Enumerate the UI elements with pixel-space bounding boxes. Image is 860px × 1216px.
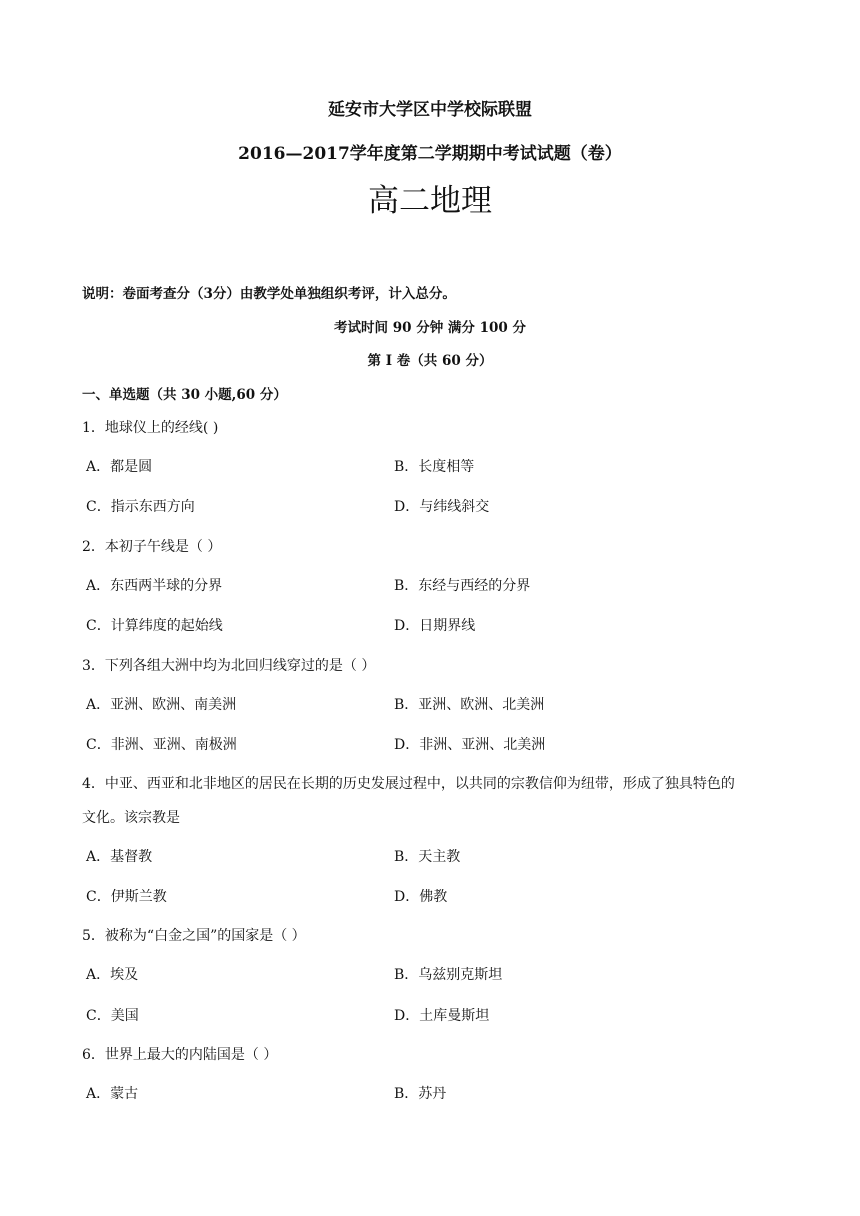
question-5-option-a: A．埃及 <box>86 967 139 983</box>
question-stem-1: 1．地球仪上的经线( ) <box>82 420 219 436</box>
question-1-option-b: B．长度相等 <box>394 459 475 475</box>
question-1-option-a: A．都是圆 <box>86 459 153 475</box>
question-6-option-a: A．蒙古 <box>86 1086 139 1102</box>
question-5-option-c: C．美国 <box>86 1008 139 1024</box>
subject-title: 高二地理 <box>368 183 492 219</box>
question-stem-4: 4．中亚、西亚和北非地区的居民在长期的历史发展过程中，以共同的宗教信仰为纽带，形成了独具特色的 <box>82 776 735 792</box>
exam-note: 说明：卷面考查分（3分）由教学处单独组织考评，计入总分。 <box>82 286 456 302</box>
question-4-option-c: C．伊斯兰教 <box>86 889 167 905</box>
school-alliance-title: 延安市大学区中学校际联盟 <box>328 100 532 120</box>
question-stem-2: 2．本初子午线是（ ） <box>82 539 222 555</box>
question-3-option-d: D．非洲、亚洲、北美洲 <box>394 737 546 753</box>
part-title: 第 I 卷（共 60 分） <box>367 353 493 369</box>
question-4-option-d: D．佛教 <box>394 889 448 905</box>
question-4-option-a: A．基督教 <box>86 849 153 865</box>
question-stem-3: 3．下列各组大洲中均为北回归线穿过的是（ ） <box>82 658 376 674</box>
question-stem-5: 5．被称为“白金之国”的国家是（ ） <box>82 928 306 944</box>
question-3-option-b: B．亚洲、欧洲、北美洲 <box>394 697 545 713</box>
question-stem-6: 6．世界上最大的内陆国是（ ） <box>82 1047 278 1063</box>
exam-term-title: 2016—2017学年度第二学期期中考试试题（卷） <box>238 144 622 164</box>
question-2-option-a: A．东西两半球的分界 <box>86 578 223 594</box>
question-3-option-c: C．非洲、亚洲、南极洲 <box>86 737 237 753</box>
question-6-option-b: B．苏丹 <box>394 1086 447 1102</box>
question-3-option-a: A．亚洲、欧洲、南美洲 <box>86 697 237 713</box>
question-2-option-d: D．日期界线 <box>394 618 476 634</box>
question-5-option-b: B．乌兹别克斯坦 <box>394 967 503 983</box>
question-stem-4-continued: 文化。该宗教是 <box>82 810 180 826</box>
question-5-option-d: D．土库曼斯坦 <box>394 1008 490 1024</box>
section-title: 一、单选题（共 30 小题,60 分） <box>82 387 287 403</box>
question-4-option-b: B．天主教 <box>394 849 461 865</box>
question-2-option-c: C．计算纬度的起始线 <box>86 618 223 634</box>
question-1-option-c: C．指示东西方向 <box>86 499 195 515</box>
exam-info: 考试时间 90 分钟 满分 100 分 <box>334 320 526 336</box>
question-1-option-d: D．与纬线斜交 <box>394 499 490 515</box>
question-2-option-b: B．东经与西经的分界 <box>394 578 531 594</box>
